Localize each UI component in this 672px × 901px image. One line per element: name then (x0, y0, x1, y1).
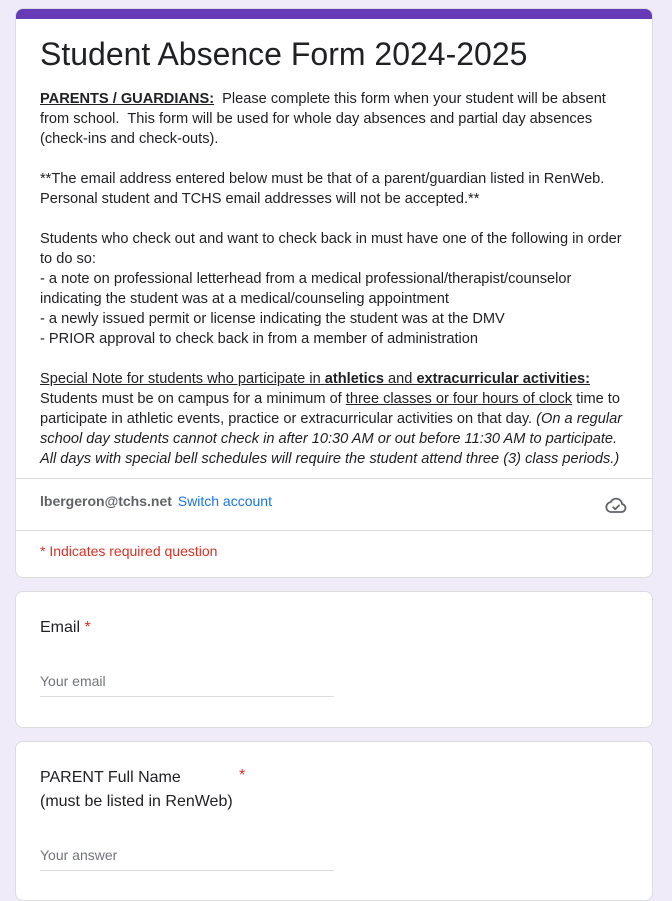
required-asterisk: * (239, 767, 246, 784)
switch-account-link[interactable]: Switch account (177, 493, 272, 509)
form-title: Student Absence Form 2024-2025 (40, 36, 528, 72)
desc-list-item: - a newly issued permit or license indicating the student was at the DMV (40, 311, 505, 327)
account-row (40, 492, 272, 510)
question-title-email: Email * (40, 619, 91, 636)
desc-special-note-heading: Special Note for students who participate in athletics and extracurricular activities: (40, 371, 591, 387)
question-title-parent-name: PARENT Full Name * (must be listed in RenWeb) (40, 766, 233, 814)
question-card-parent-name (15, 741, 653, 901)
question-card-email (15, 591, 653, 728)
desc-list-item: - PRIOR approval to check back in from a member of administration (40, 331, 478, 347)
cloud-check-icon (604, 493, 628, 517)
account-email: lbergeron@tchs.net (40, 493, 172, 509)
desc-paragraph-3-intro: Students who check out and want to check back in must have one of the following in order to do so: (40, 231, 622, 267)
desc-parents-text: Please complete this form when your student will be absent from school. This form will be used for whole day absences and partial day absences (check-ins and check-outs). (40, 91, 610, 147)
form-description (40, 89, 636, 469)
desc-list-item: - a note on professional letterhead from a medical professional/therapist/counselor indicating the student was at a medical/counseling appointment (40, 271, 572, 307)
desc-paragraph-1 (40, 89, 636, 149)
email-input[interactable] (40, 666, 334, 697)
required-question-note: * Indicates required question (40, 543, 218, 559)
required-asterisk: * (84, 619, 91, 636)
desc-paragraph-2: **The email address entered below must be that of a parent/guardian listed in RenWeb. Personal student and TCHS email addresses will not be accepted.** (40, 171, 605, 207)
desc-special-note-body: Students must be on campus for a minimum of three classes or four hours of clock time to participate in athletic events, practice or extracurricular activities on that day. (On a regular school day students cannot check in after 10:30 AM or out before 11:30 AM to participate. All days with special bell schedules will require the student attend three (3) class periods.) (40, 391, 625, 467)
form-accent-bar (16, 9, 652, 19)
divider (16, 478, 652, 479)
parent-name-input[interactable] (40, 840, 334, 871)
form-header-card (15, 8, 653, 578)
desc-parents-label: PARENTS / GUARDIANS: (40, 91, 215, 107)
divider (16, 530, 652, 531)
